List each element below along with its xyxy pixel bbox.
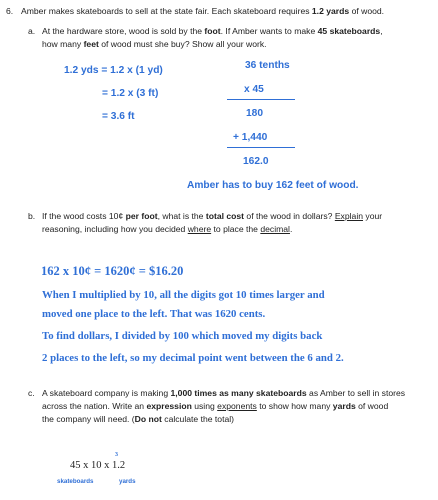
conversion-step-1: 1.2 yds = 1.2 x (1 yd) bbox=[64, 65, 163, 76]
part-a-text-line1 bbox=[42, 25, 383, 37]
partial-product-1: 180 bbox=[246, 108, 263, 119]
part-c-text-line3 bbox=[42, 413, 234, 425]
multiplication-top: 36 tenths bbox=[245, 60, 290, 71]
conversion-step-2: = 1.2 x (3 ft) bbox=[102, 88, 159, 99]
text-run: to show how many bbox=[256, 401, 333, 411]
text-run: foot bbox=[204, 26, 221, 36]
exponent-expression bbox=[70, 460, 125, 471]
part-a-answer: Amber has to buy 162 feet of wood. bbox=[187, 180, 359, 191]
explanation-line-2: moved one place to the left. That was 1620 cents. bbox=[42, 308, 266, 320]
text-run: the company will need. ( bbox=[42, 414, 135, 424]
question-number: 6. bbox=[6, 6, 14, 16]
text-run: of wood. bbox=[349, 6, 385, 16]
part-b-text-line1 bbox=[42, 210, 382, 222]
multiplication-result: 162.0 bbox=[243, 156, 269, 167]
exponent: 3 bbox=[115, 452, 118, 458]
text-run: , what is the bbox=[157, 211, 206, 221]
label-skateboards: skateboards bbox=[57, 478, 94, 485]
text-run: A skateboard company is making bbox=[42, 388, 171, 398]
text-run: . bbox=[289, 224, 293, 234]
explanation-line-4: 2 places to the left, so my decimal point went between the 6 and 2. bbox=[42, 352, 344, 364]
expression-base: 45 x 10 bbox=[70, 460, 102, 471]
multiplication-line-2 bbox=[227, 147, 295, 148]
text-run: per foot bbox=[125, 211, 158, 221]
part-c-text-line2 bbox=[42, 400, 388, 412]
text-run: where bbox=[187, 224, 212, 234]
text-run: exponents bbox=[217, 401, 257, 411]
explanation-line-1: When I multiplied by 10, all the digits got 10 times larger and bbox=[42, 289, 325, 301]
text-run: At the hardware store, wood is sold by the bbox=[42, 26, 205, 36]
text-run: , bbox=[380, 26, 383, 36]
text-run: how many bbox=[42, 39, 84, 49]
text-run: 1.2 yards bbox=[311, 6, 350, 16]
part-b-letter: b. bbox=[28, 211, 36, 221]
text-run: Do not bbox=[134, 414, 162, 424]
text-run: decimal bbox=[260, 224, 290, 234]
part-b-text-line2 bbox=[42, 223, 292, 235]
text-run: . If Amber wants to make bbox=[220, 26, 318, 36]
explanation-line-3: To find dollars, I divided by 100 which moved my digits back bbox=[42, 330, 323, 342]
text-run: Amber makes skateboards to sell at the state fair. Each skateboard requires bbox=[21, 6, 312, 16]
conversion-step-3: = 3.6 ft bbox=[102, 111, 135, 122]
text-run: your bbox=[363, 211, 383, 221]
partial-product-2: + 1,440 bbox=[233, 132, 268, 143]
multiplication-line-1 bbox=[227, 99, 295, 100]
text-run: expression bbox=[146, 401, 192, 411]
text-run: yards bbox=[332, 401, 356, 411]
text-run: using bbox=[191, 401, 218, 411]
text-run: 1,000 times as many skateboards bbox=[170, 388, 307, 398]
part-a-text-line2 bbox=[42, 38, 267, 50]
text-run: calculate the total) bbox=[161, 414, 235, 424]
expression-rest: x 1.2 bbox=[101, 460, 126, 471]
text-run: across the nation. Write an bbox=[42, 401, 147, 411]
text-run: of the wood in dollars? bbox=[244, 211, 335, 221]
part-c-text-line1 bbox=[42, 387, 405, 399]
text-run: feet bbox=[83, 39, 99, 49]
part-c-letter: c. bbox=[28, 388, 35, 398]
question-6-text bbox=[21, 5, 384, 17]
multiplication-multiplier: x 45 bbox=[244, 84, 264, 95]
text-run: Explain bbox=[334, 211, 364, 221]
text-run: reasoning, including how you decided bbox=[42, 224, 188, 234]
text-run: 45 skateboards bbox=[317, 26, 381, 36]
cost-equation: 162 x 10¢ = 1620¢ = $16.20 bbox=[41, 264, 184, 278]
text-run: of wood must she buy? Show all your work. bbox=[98, 39, 267, 49]
part-a-letter: a. bbox=[28, 26, 36, 36]
label-yards: yards bbox=[119, 478, 136, 485]
text-run: of wood bbox=[355, 401, 389, 411]
text-run: If the wood costs 10¢ bbox=[42, 211, 126, 221]
text-run: total cost bbox=[205, 211, 245, 221]
text-run: to place the bbox=[211, 224, 261, 234]
text-run: as Amber to sell in stores bbox=[306, 388, 406, 398]
